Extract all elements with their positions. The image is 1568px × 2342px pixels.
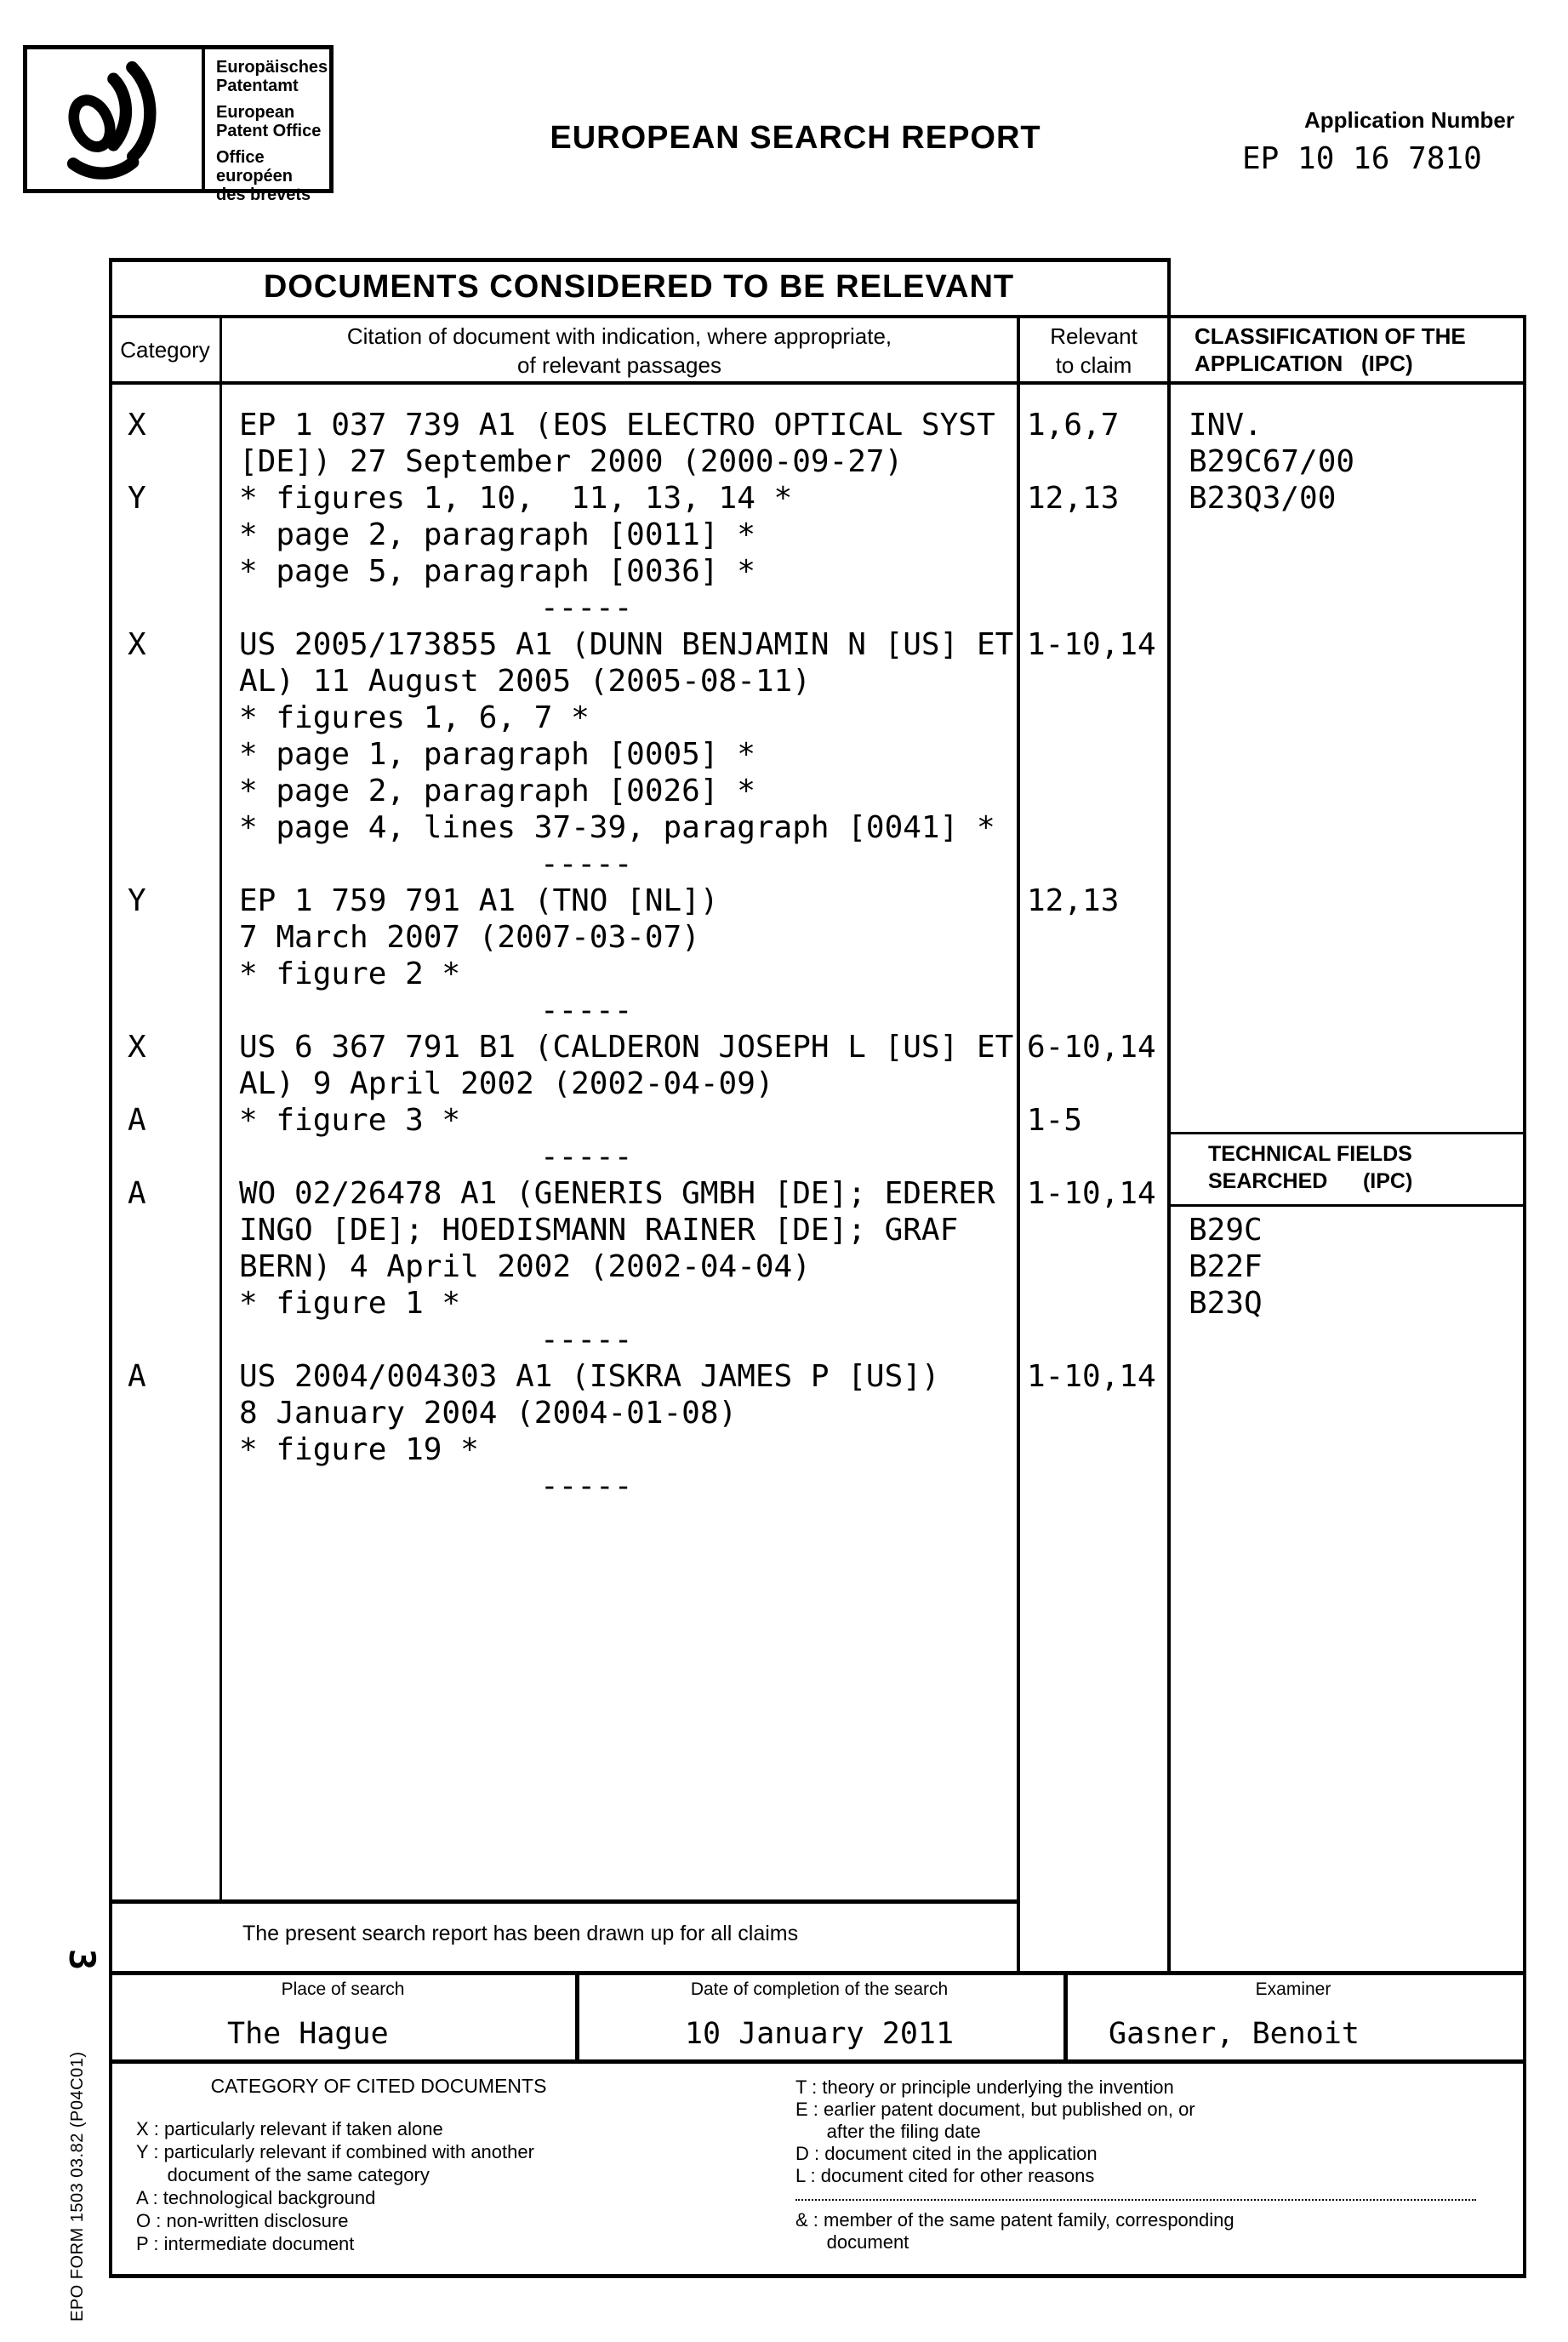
entry-separator bbox=[111, 1322, 1525, 1358]
citation-line bbox=[111, 1065, 1525, 1102]
drawn-up-statement: The present search report has been drawn up for all claims bbox=[242, 1922, 799, 1945]
citation-text: * figures 1, 10, 11, 13, 14 * bbox=[239, 481, 793, 516]
citation-text: ----- bbox=[540, 993, 633, 1028]
citation-text: ----- bbox=[540, 1469, 633, 1504]
citation-line bbox=[111, 883, 1525, 919]
technical-fields-list bbox=[1189, 1212, 1263, 1322]
relevant-claims: 1,6,7 bbox=[1027, 408, 1120, 443]
citation-text: US 2005/173855 A1 (DUNN BENJAMIN N [US] ET bbox=[239, 627, 1014, 662]
citation-text: ----- bbox=[540, 1322, 633, 1357]
citation-line bbox=[111, 1395, 1525, 1431]
date-of-completion-value: 10 January 2011 bbox=[684, 2017, 955, 2051]
citation-text: INGO [DE]; HOEDISMANN RAINER [DE]; GRAF bbox=[239, 1213, 959, 1248]
epo-logo bbox=[23, 45, 334, 204]
column-header-relevant-line1: Relevant bbox=[1050, 323, 1138, 349]
page-number: 3 bbox=[61, 1948, 104, 1971]
citation-text: * page 2, paragraph [0026] * bbox=[239, 774, 755, 808]
logo-line: Office européen bbox=[216, 148, 294, 186]
citation-text: * figure 1 * bbox=[239, 1286, 461, 1321]
citation-text: AL) 9 April 2002 (2002-04-09) bbox=[239, 1066, 774, 1101]
date-of-completion-label: Date of completion of the search bbox=[690, 1979, 949, 1999]
entry-separator bbox=[111, 992, 1525, 1029]
citation-line bbox=[111, 1431, 1525, 1468]
citation-line bbox=[111, 626, 1525, 663]
epo-logo-text bbox=[216, 58, 329, 212]
citation-text: BERN) 4 April 2002 (2002-04-04) bbox=[239, 1249, 811, 1284]
citation-text: EP 1 037 739 A1 (EOS ELECTRO OPTICAL SYST bbox=[239, 408, 995, 443]
legend-entry: X : particularly relevant if taken alone bbox=[136, 2118, 443, 2139]
citation-text: ----- bbox=[540, 847, 633, 882]
logo-line: Patent Office bbox=[216, 122, 322, 140]
citation-line bbox=[111, 700, 1525, 736]
citation-text: * figure 2 * bbox=[239, 957, 461, 991]
technical-fields-label-line2: SEARCHED (IPC) bbox=[1208, 1169, 1413, 1193]
classification-ipc-list bbox=[1189, 407, 1354, 517]
relevant-claims: 6-10,14 bbox=[1027, 1030, 1156, 1065]
logo-line: des brevets bbox=[216, 186, 311, 204]
legend-right-list2 bbox=[795, 2209, 1234, 2253]
citation-line bbox=[111, 1358, 1525, 1395]
citation-line bbox=[111, 1248, 1525, 1285]
citation-text: * page 1, paragraph [0005] * bbox=[239, 737, 755, 772]
citation-text: * page 2, paragraph [0011] * bbox=[239, 517, 755, 552]
citation-line bbox=[111, 736, 1525, 773]
legend-entry: L : document cited for other reasons bbox=[795, 2165, 1095, 2186]
citation-line bbox=[111, 956, 1525, 992]
technical-fields-label-line1: TECHNICAL FIELDS bbox=[1208, 1142, 1412, 1166]
category-mark: A bbox=[128, 1359, 146, 1394]
section-title: DOCUMENTS CONSIDERED TO BE RELEVANT bbox=[263, 269, 1015, 305]
citation-line bbox=[111, 1285, 1525, 1322]
legend-entry: document of the same category bbox=[136, 2164, 430, 2185]
classification-ipc-entry: B29C67/00 bbox=[1189, 444, 1355, 479]
examiner-label: Examiner bbox=[1255, 1979, 1331, 1999]
rule bbox=[109, 2274, 1526, 2278]
legend-entry: document bbox=[795, 2231, 909, 2253]
relevant-claims: 12,13 bbox=[1027, 481, 1120, 516]
citation-line bbox=[111, 773, 1525, 809]
legend-entry: Y : particularly relevant if combined with another bbox=[136, 2141, 534, 2162]
citation-line bbox=[111, 553, 1525, 590]
legend-entry: A : technological background bbox=[136, 2187, 376, 2208]
technical-field-entry: B23Q bbox=[1189, 1286, 1263, 1321]
citation-text: WO 02/26478 A1 (GENERIS GMBH [DE]; EDERER bbox=[239, 1176, 995, 1211]
form-identifier: EPO FORM 1503 03.82 (P04C01) bbox=[68, 2051, 87, 2322]
relevant-claims: 1-5 bbox=[1027, 1103, 1083, 1138]
category-mark: A bbox=[128, 1103, 146, 1138]
citation-line bbox=[111, 517, 1525, 553]
citations-body bbox=[111, 407, 1525, 1505]
citation-line bbox=[111, 919, 1525, 956]
citation-text: US 6 367 791 B1 (CALDERON JOSEPH L [US] ET bbox=[239, 1030, 1014, 1065]
rule bbox=[109, 381, 1526, 385]
examiner-value: Gasner, Benoit bbox=[1109, 2017, 1360, 2051]
logo-divider bbox=[202, 49, 205, 189]
legend-entry: D : document cited in the application bbox=[795, 2143, 1098, 2164]
citation-text: * figure 3 * bbox=[239, 1103, 461, 1138]
place-of-search-value: The Hague bbox=[227, 2017, 389, 2051]
relevant-claims: 1-10,14 bbox=[1027, 1359, 1156, 1394]
category-mark: Y bbox=[128, 883, 146, 918]
classification-ipc-entry: INV. bbox=[1189, 408, 1263, 443]
application-number-value: EP 10 16 7810 bbox=[1242, 141, 1482, 176]
legend-entry: after the filing date bbox=[795, 2121, 981, 2142]
citation-line bbox=[111, 1212, 1525, 1248]
logo-line: Patentamt bbox=[216, 77, 299, 95]
rule bbox=[109, 1899, 1020, 1904]
rule bbox=[109, 315, 1526, 318]
relevant-claims: 1-10,14 bbox=[1027, 627, 1156, 662]
citation-text: 7 March 2007 (2007-03-07) bbox=[239, 920, 700, 955]
place-of-search-label: Place of search bbox=[281, 1979, 405, 1999]
citation-text: * page 4, lines 37-39, paragraph [0041] * bbox=[239, 810, 995, 845]
legend-title: CATEGORY OF CITED DOCUMENTS bbox=[210, 2075, 547, 2097]
citation-text: [DE]) 27 September 2000 (2000-09-27) bbox=[239, 444, 904, 479]
legend-entry: & : member of the same patent family, corresponding bbox=[795, 2209, 1234, 2231]
category-mark: X bbox=[128, 1030, 146, 1065]
rule bbox=[109, 2059, 1526, 2064]
column-header-relevant-line2: to claim bbox=[1055, 352, 1132, 378]
category-mark: A bbox=[128, 1176, 146, 1211]
category-mark: X bbox=[128, 627, 146, 662]
legend-entry: E : earlier patent document, but published on, or bbox=[795, 2099, 1195, 2120]
citation-line bbox=[111, 809, 1525, 846]
column-header-classification-line1: CLASSIFICATION OF THE bbox=[1195, 323, 1466, 349]
citation-text: ----- bbox=[540, 591, 633, 625]
rule bbox=[109, 1971, 1526, 1975]
citation-text: EP 1 759 791 A1 (TNO [NL]) bbox=[239, 883, 719, 918]
citation-line bbox=[111, 663, 1525, 700]
entry-separator bbox=[111, 590, 1525, 626]
entry-separator bbox=[111, 1468, 1525, 1505]
legend-dotted-divider bbox=[795, 2199, 1476, 2201]
citation-text: US 2004/004303 A1 (ISKRA JAMES P [US]) bbox=[239, 1359, 940, 1394]
citation-text: * page 5, paragraph [0036] * bbox=[239, 554, 755, 589]
application-number-label: Application Number bbox=[1303, 107, 1514, 133]
epo-emblem-icon bbox=[34, 54, 187, 184]
citation-text: * figure 19 * bbox=[239, 1432, 479, 1467]
citation-line bbox=[111, 1029, 1525, 1065]
column-header-classification-line2: APPLICATION (IPC) bbox=[1195, 351, 1413, 376]
legend-entry: T : theory or principle underlying the invention bbox=[795, 2076, 1174, 2098]
legend-right-list bbox=[795, 2076, 1195, 2187]
relevant-claims: 12,13 bbox=[1027, 883, 1120, 918]
citation-text: * figures 1, 6, 7 * bbox=[239, 700, 590, 735]
column-header-category: Category bbox=[120, 337, 210, 363]
report-title: EUROPEAN SEARCH REPORT bbox=[550, 120, 1041, 156]
technical-field-entry: B22F bbox=[1189, 1249, 1263, 1284]
legend-left-list bbox=[136, 2117, 534, 2255]
classification-ipc-entry: B23Q3/00 bbox=[1189, 481, 1337, 516]
citation-text: AL) 11 August 2005 (2005-08-11) bbox=[239, 664, 811, 699]
legend-entry: P : intermediate document bbox=[136, 2233, 355, 2254]
logo-line: Europäisches bbox=[216, 58, 328, 77]
column-header-citation-line1: Citation of document with indication, where appropriate, bbox=[346, 323, 892, 349]
technical-field-entry: B29C bbox=[1189, 1213, 1263, 1248]
legend-entry: O : non-written disclosure bbox=[136, 2210, 349, 2231]
logo-line: European bbox=[216, 103, 295, 122]
column-header-citation-line2: of relevant passages bbox=[517, 352, 721, 378]
citation-text: 8 January 2004 (2004-01-08) bbox=[239, 1396, 738, 1431]
entry-separator bbox=[111, 846, 1525, 883]
relevant-claims: 1-10,14 bbox=[1027, 1176, 1156, 1211]
category-mark: X bbox=[128, 408, 146, 443]
category-mark: Y bbox=[128, 481, 146, 516]
citation-line bbox=[111, 1102, 1525, 1139]
citation-text: ----- bbox=[540, 1140, 633, 1174]
